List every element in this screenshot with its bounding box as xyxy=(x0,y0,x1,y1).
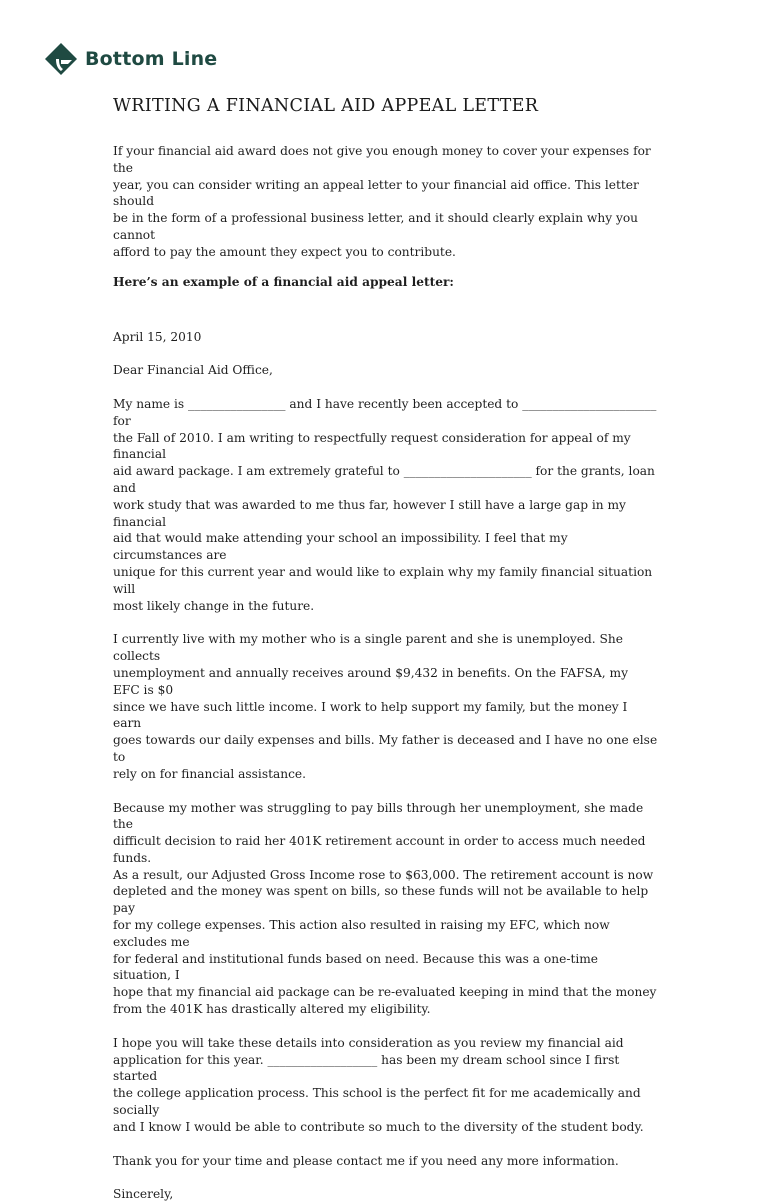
letter-closing: Sincerely, xyxy=(113,1187,174,1202)
logo-text: Bottom Line xyxy=(85,48,218,70)
logo xyxy=(44,42,217,76)
example-heading: Here’s an example of a financial aid appeal letter: xyxy=(113,274,454,289)
letter-paragraph-3: Because my mother was struggling to pay bills through her unemployment, she made the difficult decision to raid her 401K retirement account in order to access much needed funds. As a result, our Adjusted Gross Income rose to $63,000. The retirement account is now depleted and the money was spent on bills, so these funds will not be available to help pay for my college expenses. This action also resulted in raising my EFC, which now excludes me for federal and institutional funds based on need. Because this was a one-time situation, I hope that my financial aid package can be re-evaluated keeping in mind that the money from the 401K has drastically altered my eligibility. xyxy=(113,800,657,1017)
page-title: WRITING A FINANCIAL AID APPEAL LETTER xyxy=(113,96,539,116)
document-body xyxy=(113,94,658,1203)
letter-salutation: Dear Financial Aid Office, xyxy=(113,363,273,378)
letter-paragraph-4: I hope you will take these details into consideration as you review my financial aid application for this year. __________________ has been my dream school since I first started the college application process. This school is the perfect fit for me academically and socially and I know I would be able to contribute so much to the diversity of the student body. xyxy=(113,1035,644,1134)
bottom-line-logo-icon xyxy=(44,42,78,76)
intro-paragraph: If your financial aid award does not give you enough money to cover your expenses for the year, you can consider writing an appeal letter to your financial aid office. This letter should be in the form of a professional business letter, and it should clearly explain why you cannot afford to pay the amount they expect you to contribute. xyxy=(113,144,651,259)
letter-paragraph-2: I currently live with my mother who is a single parent and she is unemployed. She collects unemployment and annually receives around $9,432 in benefits. On the FAFSA, my EFC is $0 since we have such little income. I work to help support my family, but the money I earn goes towards our daily expenses and bills. My father is deceased and I have no one else to rely on for financial assistance. xyxy=(113,632,658,781)
letter-date: April 15, 2010 xyxy=(113,330,202,345)
letter-paragraph-1: My name is ________________ and I have recently been accepted to ______________________ for the Fall of 2010. I am writing to respectfully request consideration for appeal of my financial aid award package. I am extremely grateful to _____________________ for the grants, loan and work study that was awarded to me thus far, however I still have a large gap in my financial aid that would make attending your school an impossibility. I feel that my circumstances are unique for this current year and would like to explain why my family financial situation will most likely change in the future. xyxy=(113,396,657,613)
letter-paragraph-5: Thank you for your time and please contact me if you need any more information. xyxy=(113,1153,619,1168)
